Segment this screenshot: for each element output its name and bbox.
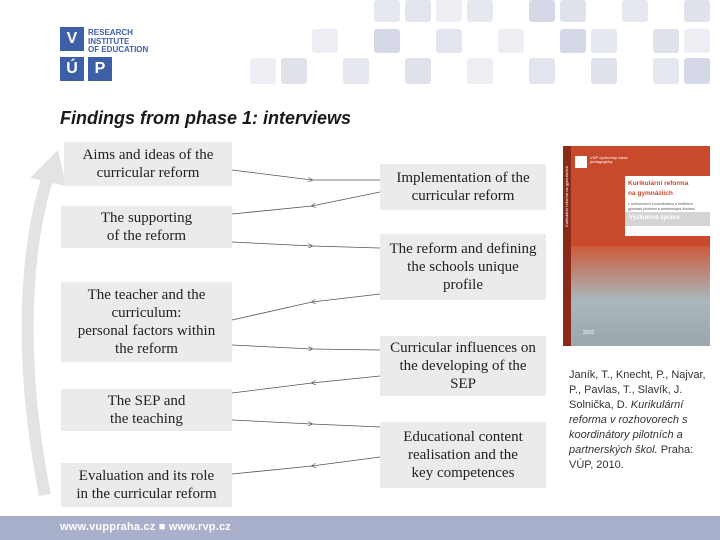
node-label: the developing of the bbox=[399, 358, 527, 374]
diagram-node-curricular-influences bbox=[380, 336, 546, 396]
node-label: Educational content bbox=[403, 429, 523, 445]
arrow-left-1-to-right-1 bbox=[232, 170, 312, 180]
logo-letter-v: V bbox=[60, 27, 84, 51]
node-label: personal factors within bbox=[77, 323, 216, 339]
node-label: of the reform bbox=[106, 228, 187, 244]
citation-authors: Janík, T., Knecht, P., Najvar, P., Pavlas, T., Slavík, J. Solnička, D. bbox=[569, 369, 706, 411]
book-title-line1: Kurikulární reforma bbox=[628, 180, 689, 187]
arrow-left-3-to-right-3 bbox=[232, 345, 312, 349]
book-cover-image bbox=[563, 146, 710, 346]
node-label: Aims and ideas of the bbox=[82, 147, 214, 163]
node-label: key competences bbox=[411, 465, 515, 481]
citation bbox=[569, 368, 719, 473]
citation-title: Kurikulární reforma v rozhovorech s koordinátory pilotních a partnerských škol. bbox=[569, 399, 688, 456]
arrow-right-1-to-left-2-line bbox=[232, 206, 312, 214]
diagram-node-educational-content bbox=[380, 422, 546, 488]
node-label: realisation and the bbox=[408, 447, 518, 463]
logo-line: RESEARCH bbox=[88, 28, 133, 37]
diagram-node-evaluation bbox=[61, 463, 232, 507]
arrow-right-1-to-left-2 bbox=[312, 192, 380, 206]
arrow-left-2-to-right-2-line bbox=[312, 246, 380, 248]
book-year: 2010 bbox=[583, 330, 595, 336]
node-label: The teacher and the bbox=[87, 287, 206, 303]
node-label: The supporting bbox=[100, 210, 193, 226]
book-logo-icon bbox=[575, 156, 587, 168]
node-label: the reform bbox=[115, 341, 178, 357]
logo-letter-u: Ú bbox=[60, 57, 84, 81]
book-subtitle: v rozhovorech s koordinátory a ředitelem gymnázií pilotními a partnerskými školami bbox=[628, 202, 695, 211]
book-title-line2: na gymnáziích bbox=[628, 190, 673, 197]
book-logo-text: VÚP výzkumný ústav pedagogický bbox=[590, 155, 628, 164]
cycle-arrow bbox=[28, 170, 50, 495]
logo-line: INSTITUTE bbox=[88, 36, 130, 46]
cycle-arrowhead bbox=[30, 150, 66, 186]
diagram-node-teacher bbox=[61, 282, 232, 362]
node-label: in the curricular reform bbox=[76, 486, 217, 502]
citation-publisher: Praha: VÚP, 2010. bbox=[569, 444, 694, 471]
arrow-right-3-to-left-4-line bbox=[232, 383, 312, 393]
arrow-right-3-to-left-4 bbox=[312, 376, 380, 383]
book-title-panel bbox=[625, 176, 710, 236]
arrow-right-2-to-left-3-line bbox=[232, 302, 312, 320]
book-spine bbox=[563, 146, 571, 346]
logo-letter-p: P bbox=[88, 57, 112, 81]
arrow-right-4-to-left-5 bbox=[312, 457, 380, 466]
node-label: Evaluation and its role bbox=[78, 468, 215, 484]
book-spine-text: Kurikulární reforma na gymnáziích bbox=[564, 166, 569, 227]
arrow-right-4-to-left-5-line bbox=[232, 466, 312, 474]
node-label: The SEP and bbox=[107, 393, 186, 409]
diagram-node-supporting bbox=[61, 206, 232, 248]
arrow-left-4-to-right-4-line bbox=[312, 424, 380, 427]
node-label: SEP bbox=[450, 376, 476, 392]
footer-links[interactable]: www.vuppraha.cz ■ www.rvp.cz bbox=[60, 521, 231, 533]
node-label: the schools unique bbox=[407, 259, 519, 275]
node-label: Curricular influences on bbox=[390, 340, 536, 356]
book-band-label: Výzkumná zpráva bbox=[629, 215, 680, 221]
node-label: profile bbox=[443, 277, 483, 293]
diagram-node-aims bbox=[64, 142, 232, 186]
node-label: Implementation of the bbox=[396, 170, 530, 186]
node-label: The reform and defining bbox=[389, 241, 537, 257]
diagram-node-sep-teaching bbox=[61, 389, 232, 431]
diagram-node-implementation bbox=[380, 164, 546, 210]
arrow-left-4-to-right-4 bbox=[232, 420, 312, 424]
book-band bbox=[625, 212, 710, 226]
node-label: the teaching bbox=[110, 411, 183, 427]
diagram-node-school-profile bbox=[380, 234, 546, 300]
footer-bar bbox=[0, 516, 720, 540]
arrow-right-2-to-left-3 bbox=[312, 294, 380, 302]
node-label: curriculum: bbox=[111, 305, 182, 321]
arrow-left-3-to-right-3-line bbox=[312, 349, 380, 350]
node-label: curricular reform bbox=[96, 165, 200, 181]
node-label: curricular reform bbox=[411, 188, 515, 204]
arrow-left-2-to-right-2 bbox=[232, 242, 312, 246]
logo-line: OF EDUCATION bbox=[88, 45, 149, 54]
slide-title: Findings from phase 1: interviews bbox=[60, 108, 352, 128]
